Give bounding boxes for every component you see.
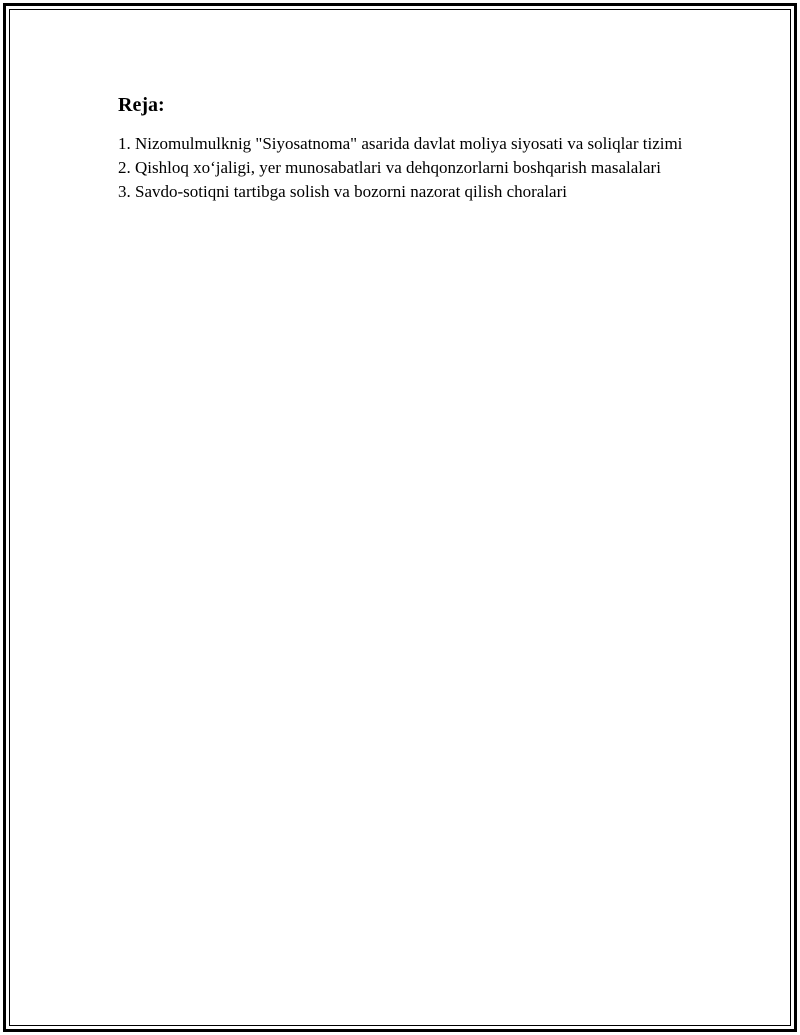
plan-section [118, 92, 698, 204]
plan-item-3: 3. Savdo-sotiqni tartibga solish va bozorni nazorat qilish choralari [118, 182, 567, 201]
plan-item-1: 1. Nizomulmulknig "Siyosatnoma" asarida davlat moliya siyosati va soliqlar tizimi [118, 134, 683, 153]
plan-list [118, 132, 698, 204]
plan-heading: Reja: [118, 94, 165, 116]
plan-item-2: 2. Qishloq xo‘jaligi, yer munosabatlari va dehqonzorlarni boshqarish masalalari [118, 158, 661, 177]
